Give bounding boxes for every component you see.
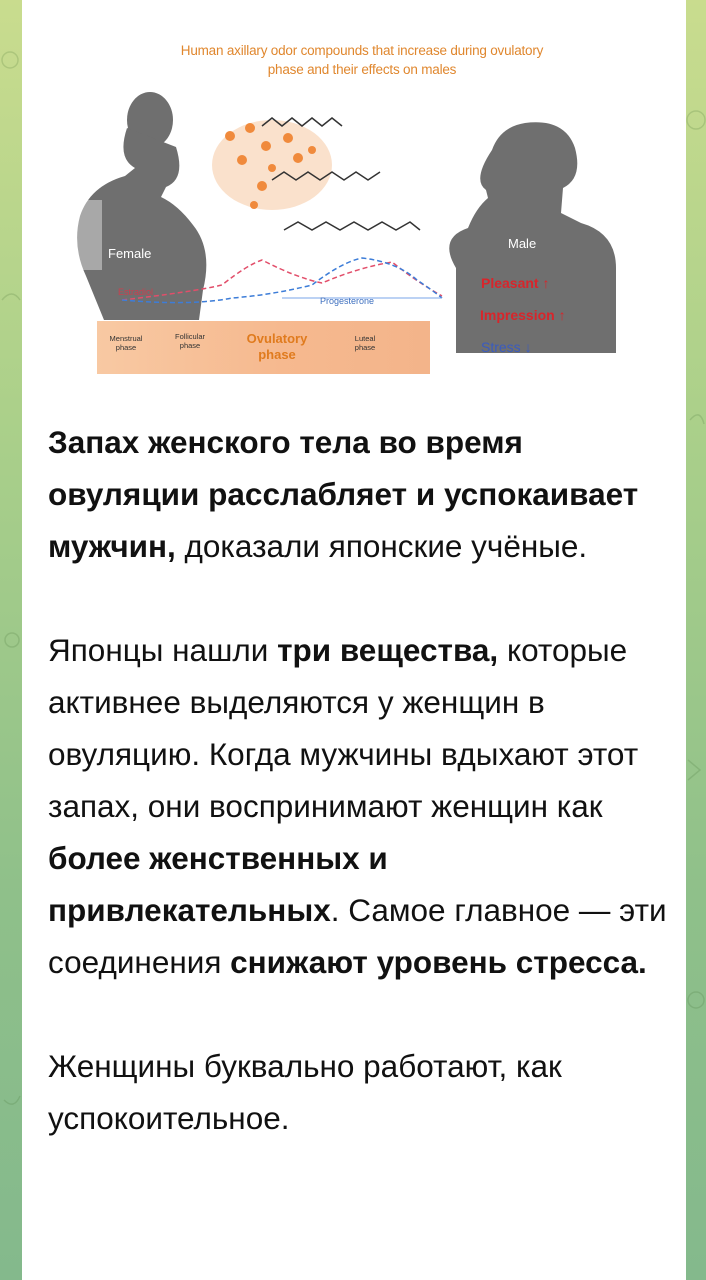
male-label: Male	[508, 236, 537, 251]
p2-text-a: Японцы нашли	[48, 632, 278, 668]
p2-bold-f: снижают уровень стресса.	[230, 944, 647, 980]
p2-bold-d: более женственных и привлекательных	[48, 840, 388, 928]
p2-bold-b: три вещества,	[277, 632, 499, 668]
cycle-phase-bar	[97, 321, 430, 374]
female-label: Female	[108, 246, 152, 261]
figure-title-line-2: phase and their effects on males	[267, 62, 457, 77]
phase-ovulatory: Ovulatory phase	[246, 331, 308, 362]
message-text	[48, 416, 668, 1144]
article-figure[interactable]	[22, 0, 686, 400]
p2-text-c: которые активнее выделяются у женщин в овуляцию. Когда мужчины вдыхают этот запах, они воспринимают женщин как	[48, 632, 639, 824]
message-card	[22, 0, 686, 1280]
effect-stress: Stress ↓	[481, 339, 532, 355]
phase-luteal: Luteal phase	[354, 334, 376, 352]
effect-impression: Impression ↑	[480, 307, 566, 323]
headline-bold: Запах женского тела во время овуляции расслабляет и успокаивает мужчин,	[48, 424, 639, 564]
headline-rest: доказали японские учёные.	[175, 528, 588, 564]
estradiol-label: Estradiol	[118, 287, 154, 297]
effect-pleasant: Pleasant ↑	[481, 275, 550, 291]
paragraph-2	[48, 624, 668, 988]
progesterone-label: Progesterone	[320, 296, 375, 306]
odor-cloud	[212, 120, 332, 210]
figure-title-line-1: Human axillary odor compounds that increase during ovulatory	[180, 43, 544, 58]
paragraph-1	[48, 416, 668, 572]
paragraph-3: Женщины буквально работают, как успокоительное.	[48, 1048, 562, 1136]
p2-text-e: . Самое главное — эти соединения	[48, 892, 667, 980]
phase-menstrual: Menstrual phase	[109, 334, 143, 352]
phase-follicular: Follicular phase	[174, 332, 205, 350]
